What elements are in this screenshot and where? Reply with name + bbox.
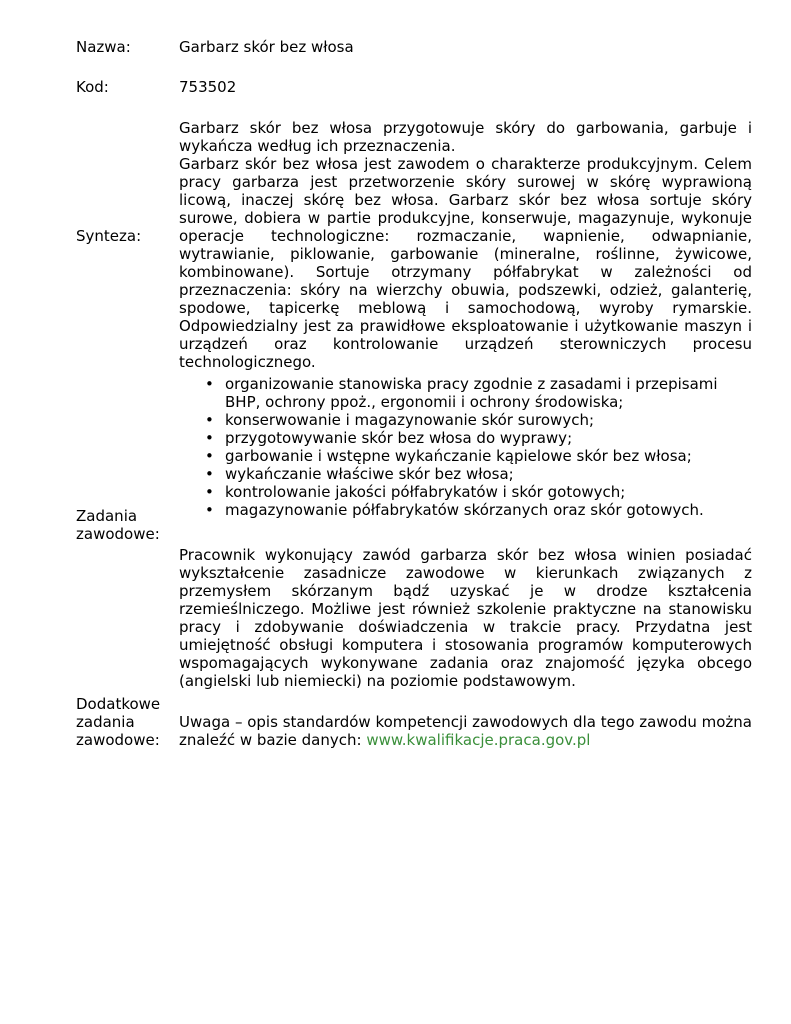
tasks-label-line-2: zawodowe: (76, 525, 160, 543)
extra-paragraph: Pracownik wykonujący zawód garbarza skór bez włosa winien posiadać wykształcenie zasadnicze zawodowe w kierunkach związanych z przemysłem skórzanym bądź uzyskać je w drodze kształcenia rzemieślniczego. Możliwe jest również szkolenie praktyczne na stanowisku pracy i zdobywanie doświadczenia w trakcie pracy. Przydatna jest umiejętność obsługi komputera i stosowania programów komputerowych wspomagających wykonywane zadania oraz znajomość języka obcego (angielski lub niemiecki) na poziomie podstawowym. (179, 546, 752, 690)
list-item (179, 375, 752, 411)
list-item (179, 465, 752, 483)
extra-label-line-3: zawodowe: (76, 731, 160, 749)
synthesis-paragraph-1: Garbarz skór bez włosa przygotowuje skóry do garbowania, garbuje i wykańcza według ich przeznaczenia. (179, 119, 752, 155)
bullet-icon: • (205, 375, 214, 393)
bullet-icon: • (205, 483, 214, 501)
synthesis-text (179, 119, 752, 371)
extra-text (179, 546, 752, 690)
task-text: garbowanie i wstępne wykańczanie kąpielowe skór bez włosa; (225, 447, 692, 465)
list-item (179, 429, 752, 447)
bullet-icon: • (205, 411, 214, 429)
extra-label (76, 695, 176, 749)
tasks-list (179, 375, 752, 519)
list-item (179, 447, 752, 465)
note-body: Uwaga – opis standardów kompetencji zawodowych dla tego zawodu można znaleźć w bazie danych: (179, 713, 752, 749)
bullet-icon: • (205, 429, 214, 447)
name-value: Garbarz skór bez włosa (179, 38, 354, 56)
bullet-icon: • (205, 447, 214, 465)
bullet-icon: • (205, 465, 214, 483)
task-text: konserwowanie i magazynowanie skór surowych; (225, 411, 595, 429)
task-text: wykańczanie właściwe skór bez włosa; (225, 465, 514, 483)
kwalifikacje-link[interactable]: www.kwalifikacje.praca.gov.pl (366, 731, 591, 749)
task-text: przygotowywanie skór bez włosa do wyprawy; (225, 429, 573, 447)
task-text: organizowanie stanowiska pracy zgodnie z zasadami i przepisami BHP, ochrony ppoż., ergonomii i ochrony środowiska; (225, 375, 718, 411)
tasks-label-line-1: Zadania (76, 507, 138, 525)
note-text (179, 713, 752, 749)
task-text: magazynowanie półfabrykatów skórzanych oraz skór gotowych. (225, 501, 704, 519)
synthesis-paragraph-2: Garbarz skór bez włosa jest zawodem o charakterze produkcyjnym. Celem pracy garbarza jest przetworzenie skóry surowej w skórę wyprawioną licową, inaczej skórę bez włosa. Garbarz skór bez włosa sortuje skóry surowe, dobiera w partie produkcyjne, konserwuje, magazynuje, wykonuje operacje technologiczne: rozmaczanie, wapnienie, odwapnianie, wytrawianie, piklowanie, garbowanie (mineralne, roślinne, żywicowe, kombinowane). Sortuje otrzymany półfabrykat w zależności od przeznaczenia: skóry na wierzchy obuwia, podszewki, odzież, galanterię, spodowe, tapicerkę meblową i samochodową, wyroby rymarskie. Odpowiedzialny jest za prawidłowe eksploatowanie i użytkowanie maszyn i urządzeń oraz kontrolowanie urządzeń sterowniczych procesu technologicznego. (179, 155, 752, 371)
synthesis-label: Synteza: (76, 227, 142, 245)
list-item (179, 501, 752, 519)
bullet-icon: • (205, 501, 214, 519)
tasks-label (76, 507, 176, 543)
extra-label-line-1: Dodatkowe (76, 695, 161, 713)
name-label: Nazwa: (76, 38, 131, 56)
code-label: Kod: (76, 78, 109, 96)
task-text: kontrolowanie jakości półfabrykatów i skór gotowych; (225, 483, 626, 501)
list-item (179, 483, 752, 501)
list-item (179, 411, 752, 429)
code-value: 753502 (179, 78, 237, 96)
extra-label-line-2: zadania (76, 713, 135, 731)
